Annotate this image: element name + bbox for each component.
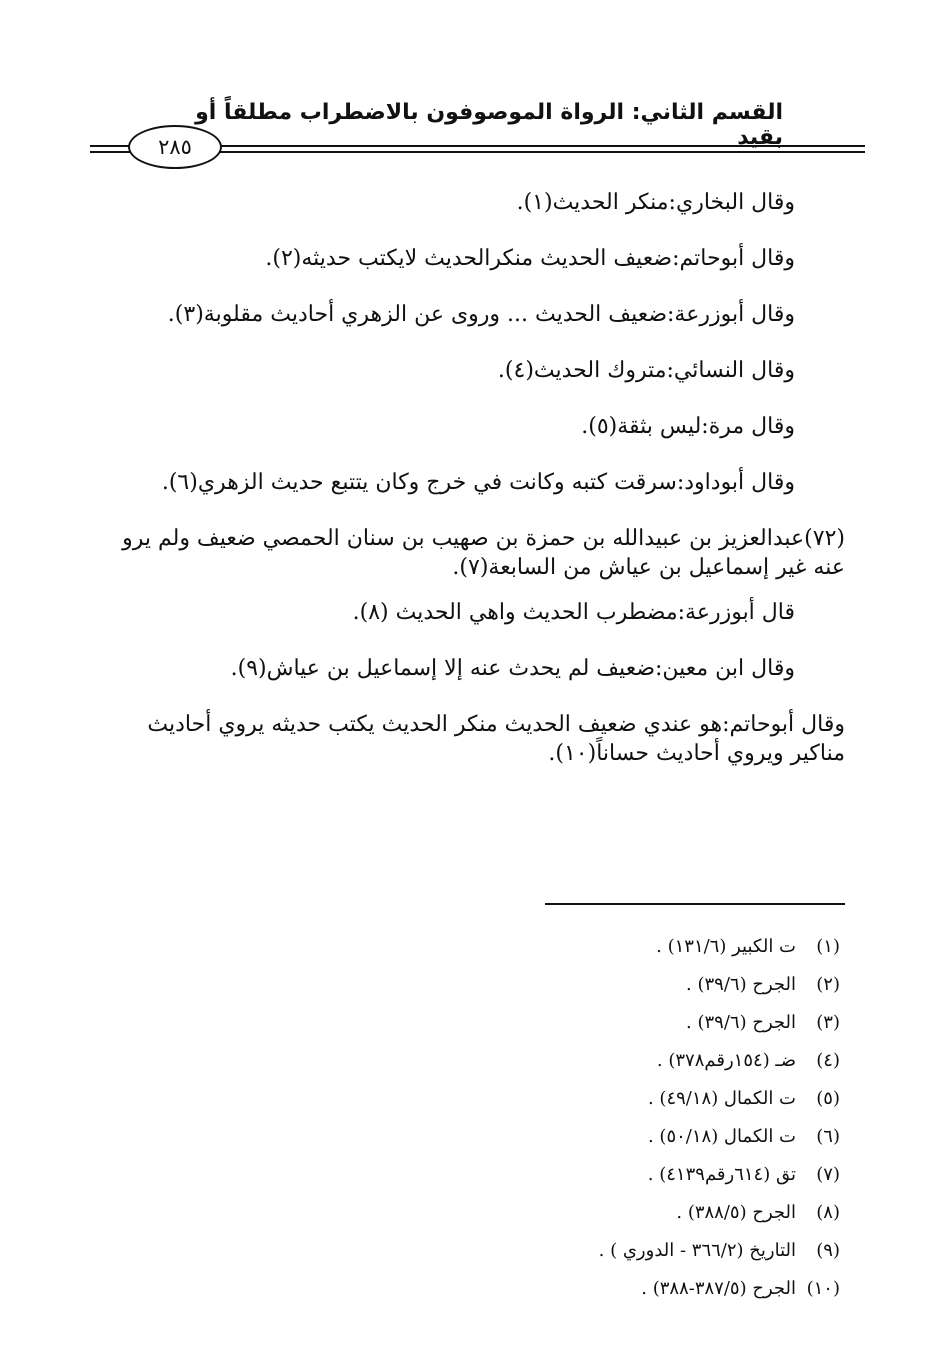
footnote-number: (٢) bbox=[816, 974, 840, 995]
paragraph: وقال النسائي:متروك الحديث(٤). bbox=[497, 358, 795, 383]
footnote-number: (٤) bbox=[816, 1050, 840, 1071]
page-number: ٢٨٥ bbox=[128, 125, 222, 169]
footnote-number: (٥) bbox=[816, 1088, 840, 1109]
footnote-text: ت الكمال (٥٠/١٨) . bbox=[647, 1126, 796, 1147]
paragraph: وقال مرة:ليس بثقة(٥). bbox=[581, 414, 795, 439]
footnote-item bbox=[420, 1236, 840, 1274]
footnote-number: (٧) bbox=[816, 1164, 840, 1185]
paragraph: وقال أبوداود:سرقت كتبه وكانت في خرج وكان يتتبع حديث الزهري(٦). bbox=[161, 470, 795, 495]
main-text bbox=[90, 180, 845, 776]
footnote-number: (٨) bbox=[816, 1202, 840, 1223]
footnotes-list bbox=[420, 932, 840, 1312]
footnote-text: الجرح (٣٩/٦) . bbox=[686, 974, 796, 995]
footnote-text: الجرح (٣٨٨/٥) . bbox=[676, 1202, 796, 1223]
footnote-item bbox=[420, 932, 840, 970]
footnote-number: (٦) bbox=[816, 1126, 840, 1147]
paragraph: وقال ابن معين:ضعيف لم يحدث عنه إلا إسماعيل بن عياش(٩). bbox=[230, 656, 795, 681]
footnote-text: الجرح (٣٩/٦) . bbox=[686, 1012, 796, 1033]
footnote-item bbox=[420, 1160, 840, 1198]
paragraph: وقال أبوحاتم:هو عندي ضعيف الحديث منكر الحديث يكتب حديثه يروي أحاديث مناكير ويروي أحاديث حساناً(١٠). bbox=[147, 712, 845, 766]
footnote-number: (٩) bbox=[816, 1240, 840, 1261]
footnote-text: ت الكمال (٤٩/١٨) . bbox=[647, 1088, 796, 1109]
footnote-text: ت الكبير (١٣١/٦) . bbox=[656, 936, 796, 957]
footnote-item bbox=[420, 1122, 840, 1160]
footnote-text: التاريخ (٣٦٦/٢ - الدوري ) . bbox=[598, 1240, 796, 1261]
paragraph: وقال أبوحاتم:ضعيف الحديث منكرالحديث لايكتب حديثه(٢). bbox=[265, 246, 795, 271]
footnote-text: ضـ (١٥٤رقم٣٧٨) . bbox=[656, 1050, 796, 1071]
footnote-item bbox=[420, 1198, 840, 1236]
running-title: القسم الثاني: الرواة الموصوفون بالاضطراب مطلقاً أو بقيد bbox=[195, 100, 783, 150]
footnote-number: (١٠) bbox=[806, 1278, 840, 1299]
footnote-item bbox=[420, 1008, 840, 1046]
footnote-number: (١) bbox=[816, 936, 840, 957]
footnote-item bbox=[420, 970, 840, 1008]
paragraph: قال أبوزرعة:مضطرب الحديث واهي الحديث (٨). bbox=[352, 600, 795, 625]
narrator-entry: (٧٢)عبدالعزيز بن عبيدالله بن حمزة بن صهيب بن سنان الحمصي ضعيف ولم يرو عنه غير إسماعيل بن عياش من السابعة(٧). bbox=[122, 526, 845, 580]
footnote-item bbox=[420, 1084, 840, 1122]
footnote-text: تق (٦١٤رقم٤١٣٩) . bbox=[647, 1164, 796, 1185]
footnote-item bbox=[420, 1274, 840, 1312]
footnote-item bbox=[420, 1046, 840, 1084]
paragraph: وقال البخاري:منكر الحديث(١). bbox=[516, 190, 795, 215]
footnote-separator bbox=[545, 903, 845, 905]
paragraph: وقال أبوزرعة:ضعيف الحديث ... وروى عن الزهري أحاديث مقلوبة(٣). bbox=[167, 302, 795, 327]
footnote-text: الجرح (٣٨٧/٥-٣٨٨) . bbox=[641, 1278, 796, 1299]
footnote-number: (٣) bbox=[816, 1012, 840, 1033]
